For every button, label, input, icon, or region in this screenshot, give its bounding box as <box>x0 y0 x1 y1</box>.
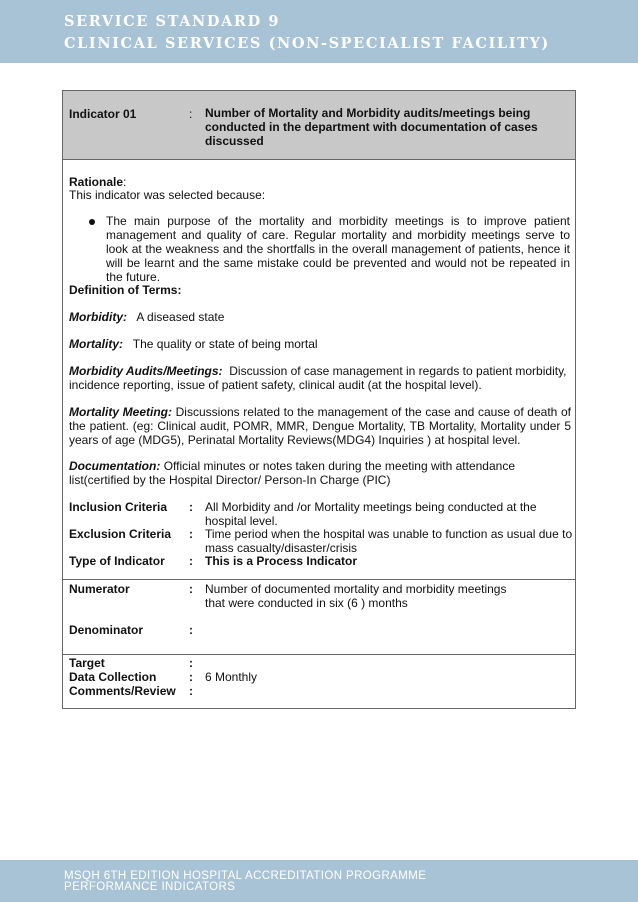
mortality-def: The quality or state of being mortal <box>132 337 318 351</box>
meeting-term: Mortality Meeting: <box>69 405 172 419</box>
numerator-colon: : <box>189 582 193 596</box>
inclusion-label: Inclusion Criteria <box>69 500 168 514</box>
indicator-header-row <box>63 91 575 160</box>
rationale-heading-text: Rationale <box>69 175 124 189</box>
target-label: Target <box>69 656 105 670</box>
exclusion-colon: : <box>189 527 193 541</box>
footer-band <box>0 860 638 902</box>
meeting-definition <box>69 405 571 447</box>
comments-colon: : <box>189 684 193 698</box>
morbidity-def: A diseased state <box>136 310 225 324</box>
type-colon: : <box>189 554 193 568</box>
indicator-table <box>62 90 576 709</box>
numerator-value: Number of documented mortality and morbidity meetings that were conducted in six (6 ) months <box>205 582 507 610</box>
footer-line1: MSQH 6TH EDITION HOSPITAL ACCREDITATION PROGRAMME <box>64 870 427 882</box>
footer-line2: PERFORMANCE INDICATORS <box>64 881 236 893</box>
inclusion-colon: : <box>189 500 193 514</box>
documentation-term: Documentation: <box>69 459 161 473</box>
meeting-def: Discussions related to the management of the case and cause of death of the patient. (eg: Clinical audit, POMR, MMR, Dengue Mortality, TB Mortality, Mortality under 5 years of age (MDG5), Perinatal Mortality Reviews(MDG4) Inquiries ) at hospital level. <box>69 405 571 447</box>
denominator-label: Denominator <box>69 623 144 637</box>
audits-definition <box>69 364 573 392</box>
data-collection-label: Data Collection <box>69 670 157 684</box>
rationale-heading <box>69 175 126 189</box>
audits-term: Morbidity Audits/Meetings: <box>69 364 223 378</box>
morbidity-term: Morbidity: <box>69 310 127 324</box>
exclusion-label: Exclusion Criteria <box>69 527 172 541</box>
data-collection-value: 6 Monthly <box>205 670 258 684</box>
morbidity-definition <box>69 310 224 324</box>
rationale-heading-colon: : <box>123 175 127 189</box>
numerator-label: Numerator <box>69 582 130 596</box>
exclusion-value: Time period when the hospital was unable to function as usual due to mass casualty/disaster/crisis <box>205 527 573 555</box>
inclusion-value: All Morbidity and /or Mortality meetings being conducted at the hospital level. <box>205 500 537 528</box>
rationale-bullet: The main purpose of the mortality and morbidity meetings is to improve patient management and quality of care. Regular mortality and morbidity meetings serve to look at the weakness and the shortfalls in the overall management of patients, hence it will be learnt and the same mistake could be prevented and would not be repeated in the future. <box>106 214 570 284</box>
denominator-colon: : <box>189 623 193 637</box>
indicator-colon: : <box>189 107 193 121</box>
data-collection-colon: : <box>189 670 193 684</box>
header-title-line2: CLINICAL SERVICES (NON-SPECIALIST FACILITY) <box>64 35 550 52</box>
divider-measures <box>63 654 575 655</box>
documentation-definition <box>69 459 573 487</box>
documentation-def: Official minutes or notes taken during the meeting with attendance list(certified by the Hospital Director/ Person-In Charge (PIC) <box>69 459 516 487</box>
divider-criteria <box>63 579 575 580</box>
indicator-label: Indicator 01 <box>69 107 137 121</box>
bullet-dot <box>89 219 95 225</box>
indicator-title: Number of Mortality and Morbidity audits/meetings being conducted in the department with documentation of cases discussed <box>205 106 538 148</box>
type-value: This is a Process Indicator <box>205 554 358 568</box>
mortality-term: Mortality: <box>69 337 123 351</box>
mortality-definition <box>69 337 318 351</box>
definitions-heading: Definition of Terms: <box>69 283 182 297</box>
target-colon: : <box>189 656 193 670</box>
header-title-line1: SERVICE STANDARD 9 <box>64 13 281 30</box>
comments-label: Comments/Review <box>69 684 176 698</box>
header-band <box>0 0 638 63</box>
type-label: Type of Indicator <box>69 554 165 568</box>
audits-def: Discussion of case management in regards to patient morbidity, incidence reporting, issue of patient safety, clinical audit (at the hospital level). <box>69 364 567 392</box>
rationale-intro: This indicator was selected because: <box>69 188 266 202</box>
